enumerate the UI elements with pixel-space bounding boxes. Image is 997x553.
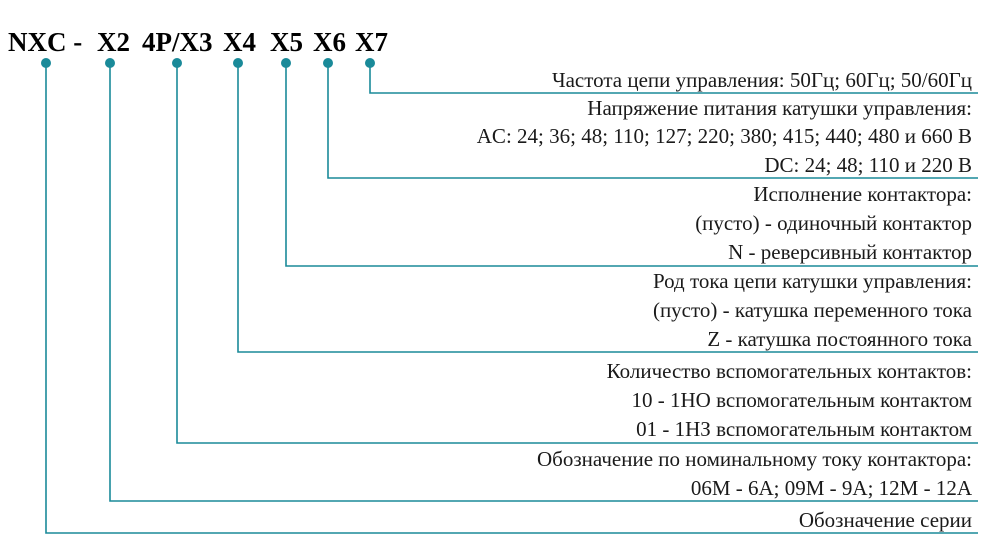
desc-x3-line-2: 10 - 1НО вспомогательным контактом [631, 388, 972, 412]
desc-x4-line-1: Род тока цепи катушки управления: [652, 269, 972, 293]
code-x5: X5 [270, 27, 303, 57]
marker-dot-series [41, 58, 51, 68]
desc-x2-line-1: Обозначение по номинальному току контактора: [537, 447, 972, 471]
marker-dot-x2 [105, 58, 115, 68]
desc-x7-line-1: Частота цепи управления: 50Гц; 60Гц; 50/60Гц [551, 68, 972, 92]
code-poles-x3: 4P/X3 [142, 27, 213, 57]
marker-dot-x5 [281, 58, 291, 68]
desc-x3-line-3: 01 - 1НЗ вспомогательным контактом [636, 417, 972, 441]
desc-x5-line-1: Исполнение контактора: [753, 182, 972, 206]
code-x4: X4 [223, 27, 256, 57]
desc-x4-line-3: Z - катушка постоянного тока [707, 327, 972, 351]
code-x7: X7 [355, 27, 388, 57]
desc-x2-line-2: 06М - 6А; 09М - 9А; 12М - 12А [690, 476, 972, 500]
code-x6: X6 [313, 27, 346, 57]
marker-dot-x7 [365, 58, 375, 68]
desc-x5-line-2: (пусто) - одиночный контактор [695, 211, 972, 235]
desc-x6-line-3: DC: 24; 48; 110 и 220 В [764, 153, 972, 177]
desc-x5-line-3: N - реверсивный контактор [728, 240, 972, 264]
marker-dot-x6 [323, 58, 333, 68]
desc-x4-line-2: (пусто) - катушка переменного тока [652, 298, 972, 322]
code-prefix: NXC - [8, 27, 83, 57]
marker-dot-x4 [233, 58, 243, 68]
desc-series-line-1: Обозначение серии [798, 508, 972, 532]
marker-dot-x3 [172, 58, 182, 68]
desc-x6-line-1: Напряжение питания катушки управления: [587, 96, 972, 120]
desc-x6-line-2: AC: 24; 36; 48; 110; 127; 220; 380; 415; 440; 480 и 660 В [476, 124, 972, 148]
code-x2: X2 [97, 27, 130, 57]
desc-x3-line-1: Количество вспомогательных контактов: [606, 359, 972, 383]
